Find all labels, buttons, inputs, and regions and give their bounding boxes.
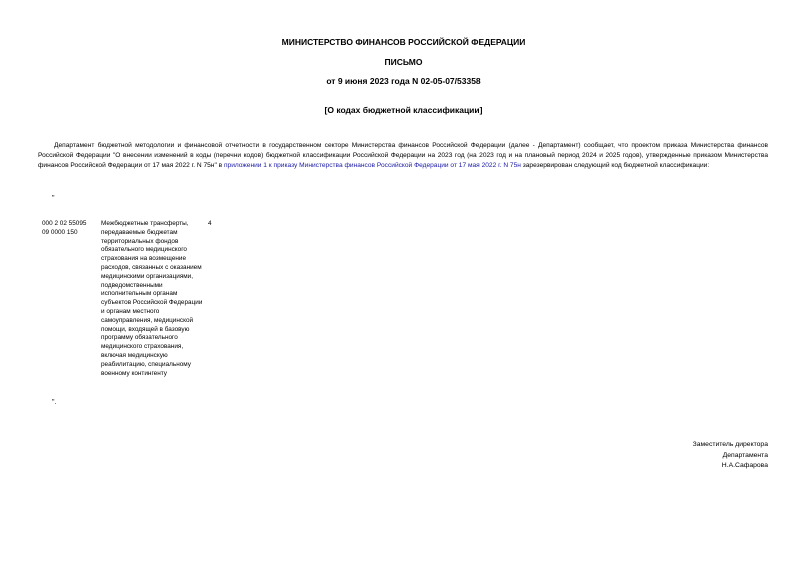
intro-text-part1: Департамент бюджетной методологии и финансовой отчетности в государственном секторе Министерства финансов Российской Федерации (далее - Департамент) сообщает, что проектом приказа Министерства финансов Российской Федерации "О внесении изменений в коды (перечни кодов) бюджетной классификации Российской Федерации на 2023 год (на 2023 год и на плановый период 2024 и 2025 годов), утвержденные приказом Министерства финансов Российской Федерации от 17 мая 2022 г. N 75н" в (38, 142, 768, 170)
signature-name: Н.А.Сафарова (721, 462, 768, 469)
quote-open: " (52, 195, 55, 202)
column-number: 4 (208, 220, 212, 227)
document-type: ПИСЬМО (384, 57, 423, 67)
signature-department: Департамента (722, 451, 768, 459)
signature-position: Заместитель директора (692, 441, 768, 448)
code-description: Межбюджетные трансферты, передаваемые бюджетам территориальных фондов обязательного медицинского страхования на возмещение расходов, связанных с оказанием медицинскими организациями, подведомственными исполнительным органам субъектов Российской Федерации и органам местного самоуправления, медицинской помощи, входящей в базовую программу обязательного медицинского страхования, включая медицинскую реабилитацию, специальному военному контингенту (101, 220, 203, 377)
appendix-link[interactable]: приложении 1 к приказу Министерства финансов Российской Федерации от 17 мая 2022 г. N 75н (223, 162, 521, 170)
quote-close: ". (52, 399, 57, 406)
document-date-number: от 9 июня 2023 года N 02-05-07/53358 (326, 76, 481, 86)
budget-code: 000 2 02 55095 09 0000 150 (42, 220, 87, 236)
intro-text-part2: зарезервирован следующий код бюджетной классификации: (520, 162, 710, 170)
document-subject: [О кодах бюджетной классификации] (324, 105, 483, 115)
signature-block (693, 440, 768, 472)
intro-paragraph (38, 141, 768, 172)
ministry-title: МИНИСТЕРСТВО ФИНАНСОВ РОССИЙСКОЙ ФЕДЕРАЦИИ (281, 37, 526, 47)
